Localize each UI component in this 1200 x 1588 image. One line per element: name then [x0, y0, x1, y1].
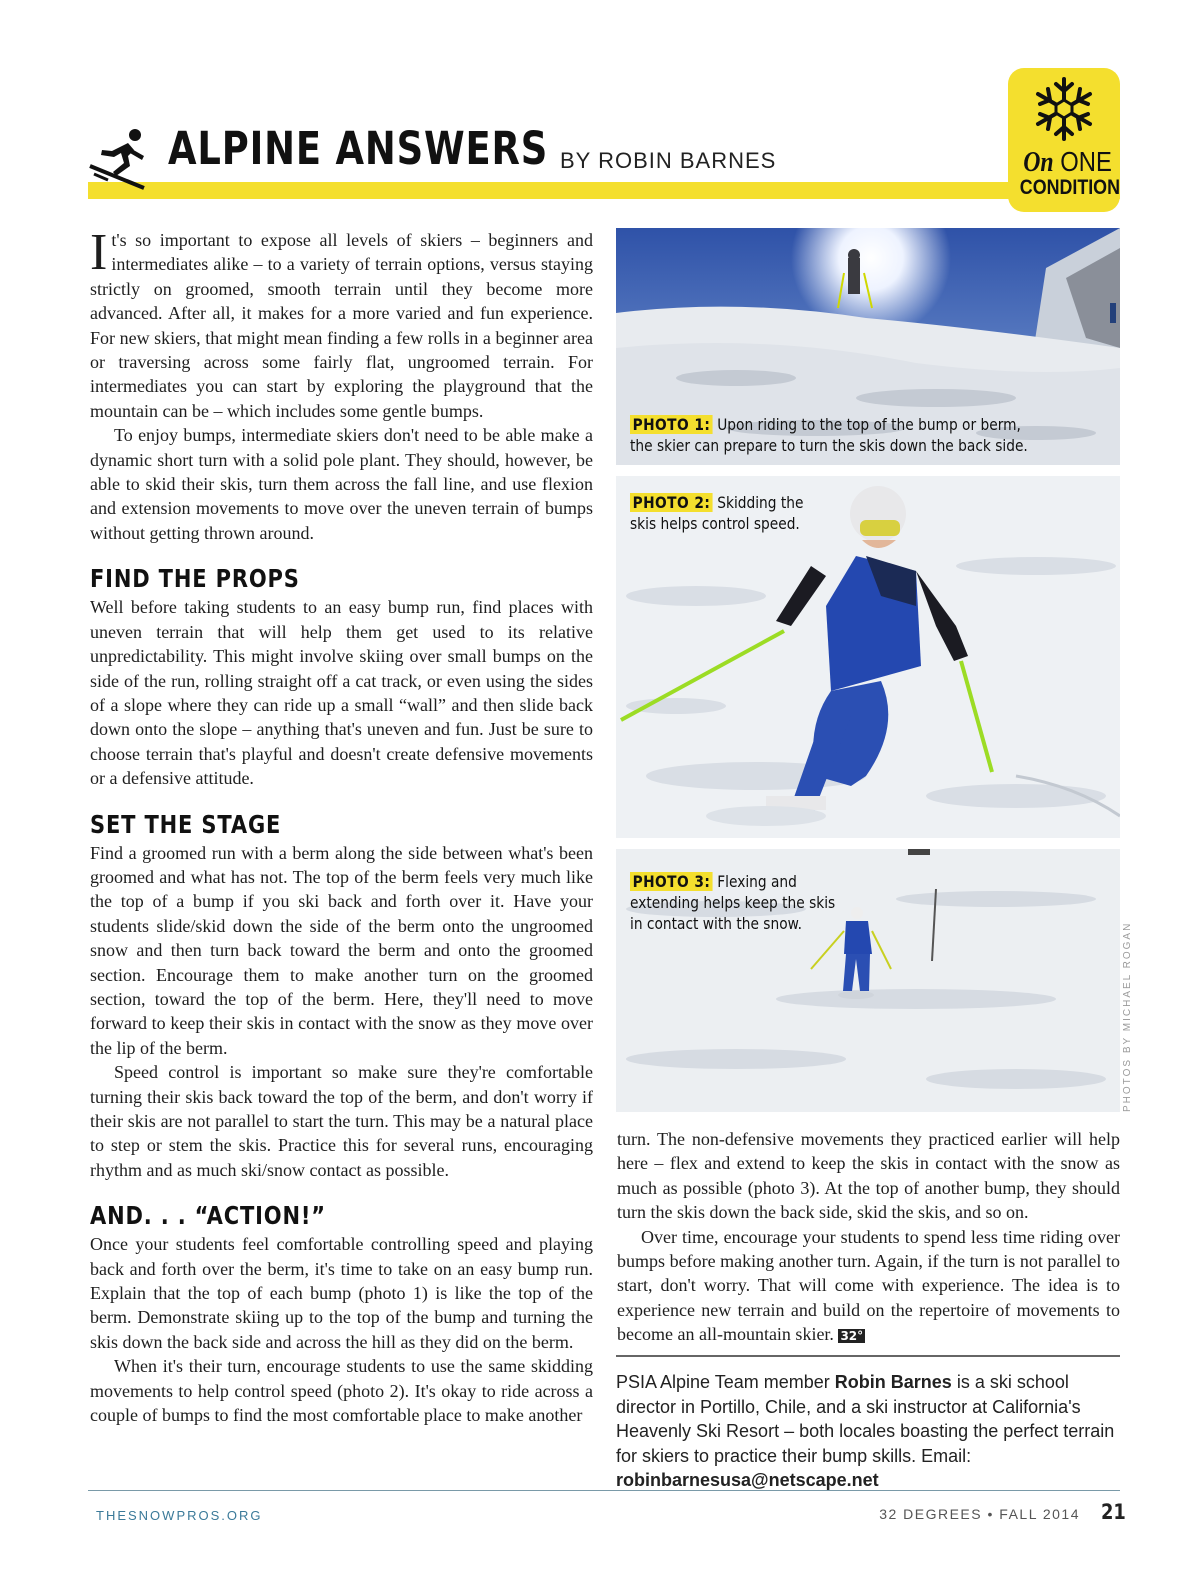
props-paragraph: Well before taking students to an easy bump run, find places with uneven terrain that will help them get used to its relative unpredictability. This might involve skiing over small bumps on the side of the run, rolling straight off a cat track, or even using the sides of a slope where they can ride up a small “wall” and then slide back down onto the slope – anything that's uneven and fun. Just be sure to choose terrain that's playful and doesn't create defensive movements or a defensive attitude.: [90, 597, 593, 789]
header-yellow-bar: [88, 182, 1120, 199]
intro-paragraph: It's so important to expose all levels of skiers – beginners and intermediates alike – to a variety of terrain options, versus staying strictly on groomed, smooth terrain until they become more advanced. After all, it makes for a more varied and fun experience. For new skiers, that might mean finding a few rolls in a beginner area or traversing across some fairly flat, ungroomed terrain. For intermediates you can start by exploring the playground that the mountain can be – which includes some gentle bumps.: [90, 224, 593, 421]
photo-3: [616, 849, 1120, 1112]
article-header: [88, 118, 1120, 204]
action-paragraph: Once your students feel comfortable controlling speed and playing back and forth over the berm, it's time to take on an easy bump run. Explain that the top of each bump (photo 1) is like the top of the berm. Demonstrate skiing up to the top of the bump and turning the skis down the back side and across the hill as they did on the berm.: [90, 1234, 593, 1352]
continued-paragraph: turn. The non-defensive movements they practiced earlier will help here – flex and extend to keep the skis in contact with the snow as much as possible (photo 3). At the top of another bump, they should turn the skis down the back side, skid the skis, and so on.: [617, 1129, 1120, 1223]
skier-icon: [88, 126, 152, 190]
page-number: 21: [1101, 1500, 1126, 1524]
end-mark-32-degrees-logo: 32°: [840, 1329, 864, 1344]
photo-2: [616, 476, 1120, 838]
article-title: ALPINE ANSWERS: [168, 122, 549, 175]
on-one-condition-badge: [1008, 68, 1120, 212]
action-paragraph-2: When it's their turn, encourage students to use the same skidding movements to help control speed (photo 2). It's okay to ride across a couple of bumps to find the most comfortable place to make another: [90, 1356, 593, 1426]
footer-rule: [88, 1490, 1120, 1491]
byline: BY ROBIN BARNES: [560, 148, 777, 173]
author-name: Robin Barnes: [834, 1372, 952, 1392]
drop-cap: I: [90, 224, 108, 281]
heading-find-the-props: FIND THE PROPS: [90, 564, 300, 594]
author-email[interactable]: robinbarnesusa@netscape.net: [616, 1470, 879, 1490]
badge-on-one: On ONE: [1023, 146, 1112, 178]
bio-divider: [616, 1355, 1120, 1357]
badge-condition: CONDITION: [1019, 176, 1120, 199]
stage-paragraph-2: Speed control is important so make sure they're comfortable turning their skis back toward the top of the berm, and don't worry if their skis are not parallel to start the turn. This may be a natural place to step or stem the skis. Practice this for several runs, encouraging rhythm and as much ski/snow contact as possible.: [90, 1062, 593, 1180]
author-bio: PSIA Alpine Team member Robin Barnes is a ski school director in Portillo, Chile, and a ski instructor at California's Heavenly Ski Resort – both locales boasting the perfect terrain for skiers to practice their bump skills. Email: robinbarnesusa@netscape.net: [616, 1372, 1115, 1490]
snowflake-icon: [1034, 76, 1094, 142]
closing-paragraph: Over time, encourage your students to spend less time riding over bumps before making another turn. Again, if the turn is not parallel to start, don't worry. That will come with experience. The idea is to experience new terrain and build on the repertoire of movements to become an all-mountain skier. 32°: [617, 1226, 1120, 1345]
heading-and-action: AND. . . “ACTION!”: [90, 1201, 326, 1231]
footer-site-link[interactable]: THESNOWPROS.ORG: [96, 1508, 263, 1523]
stage-paragraph: Find a groomed run with a berm along the side between what's been groomed and what has not. The top of the berm feels very much like the top of a bump if you ski back and forth over it. Have your students slide/skid down the side of the berm onto the ungroomed snow and then turn back toward the berm and onto the groomed section. Encourage them to make another turn on the groomed section, toward the top of the berm. Here, they'll need to move forward to keep their skis in contact with the snow as they move over the lip of the berm.: [90, 842, 593, 1058]
photo-3-caption: PHOTO 3: Flexing and extending helps keep the skis in contact with the snow.: [630, 872, 836, 933]
intro-paragraph-2: To enjoy bumps, intermediate skiers don't need to be able make a dynamic short turn with a solid pole plant. They should, however, be able to skid their skis, turn them across the fall line, and use flexion and extension movements to move over the uneven terrain of bumps without getting thrown around.: [90, 425, 593, 543]
footer-issue: 32 DEGREES • FALL 2014: [879, 1506, 1080, 1522]
photo-1: [616, 228, 1120, 465]
photo-2-caption: PHOTO 2: Skidding the skis helps control speed.: [630, 493, 804, 533]
right-column: [617, 1127, 1120, 1349]
photo-credit: PHOTOS BY MICHAEL ROGAN: [1122, 921, 1133, 1112]
heading-set-the-stage: SET THE STAGE: [90, 809, 282, 839]
left-column: [90, 224, 593, 1427]
photo-1-caption: PHOTO 1: Upon riding to the top of the bump or berm, the skier can prepare to turn the skis down the back side.: [630, 415, 1028, 455]
